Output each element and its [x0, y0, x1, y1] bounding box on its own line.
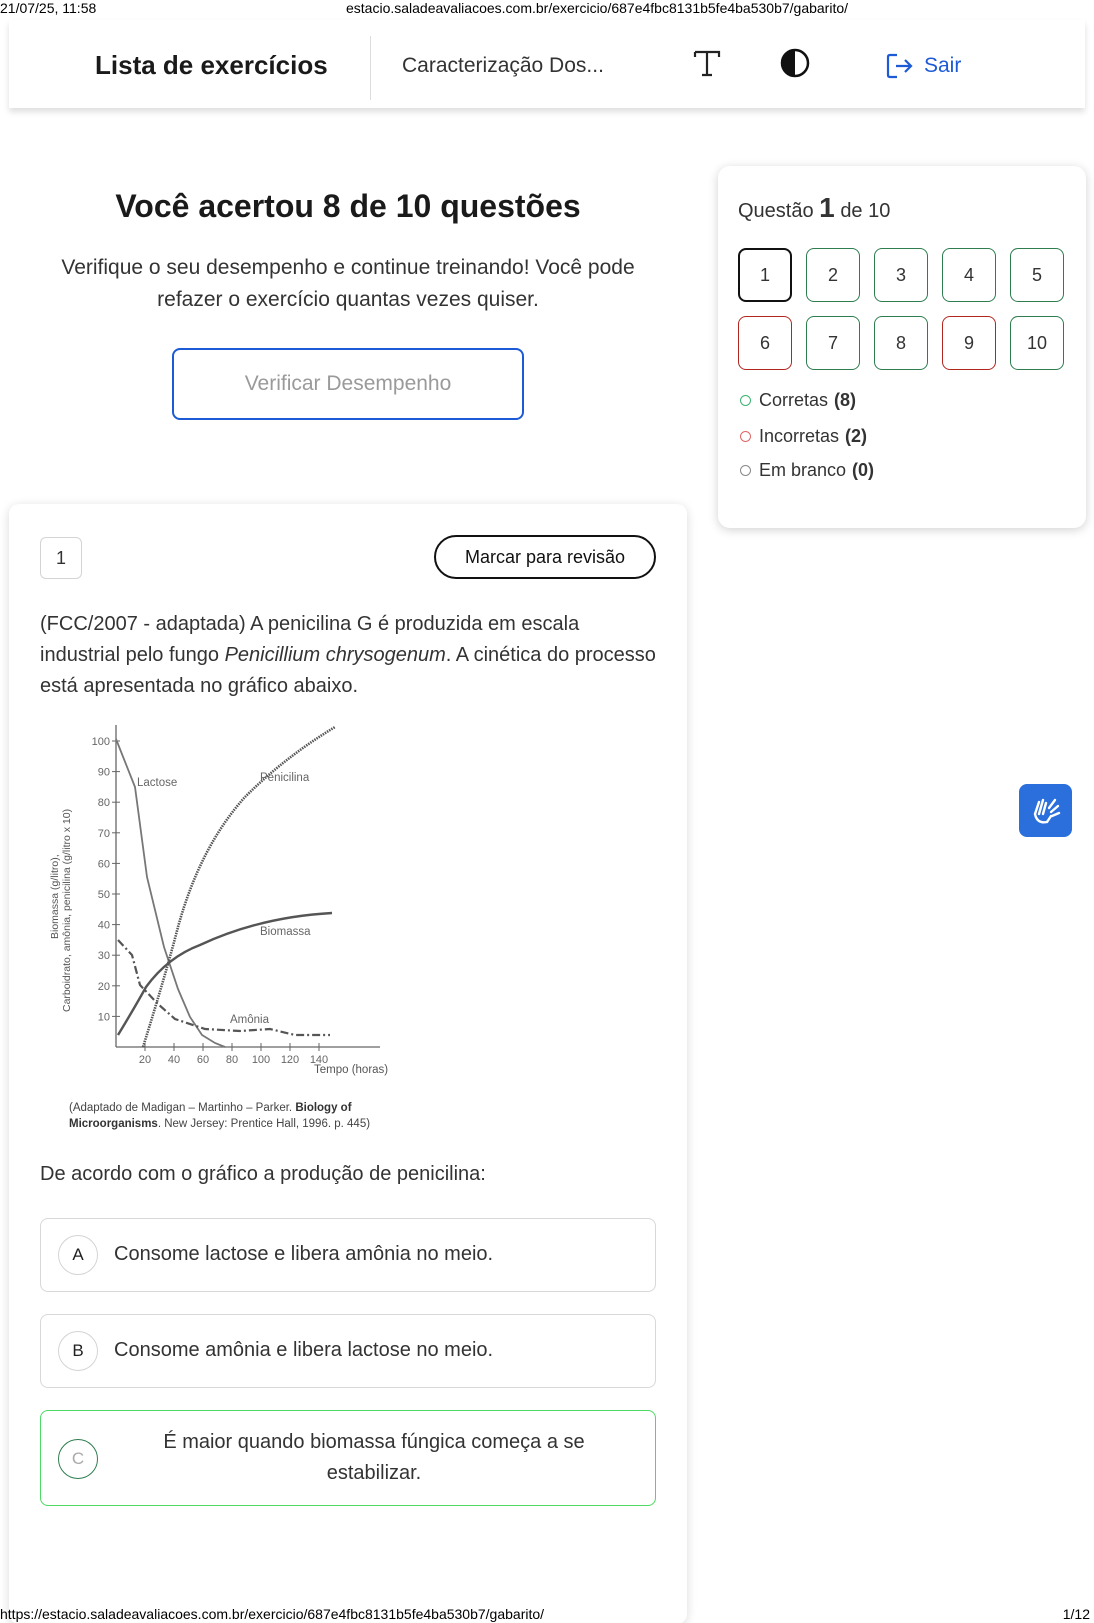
legend-correct	[740, 390, 1060, 411]
y-axis-label: Carboidrato, amônia, penicilina (g/litro x 10)	[61, 808, 73, 1012]
question-navigator	[718, 166, 1086, 528]
font-size-icon[interactable]	[692, 48, 722, 78]
question-grid	[738, 248, 1072, 370]
y-tick-label: 50	[97, 889, 110, 901]
kinetics-figure	[40, 717, 410, 1157]
option-a[interactable]	[40, 1218, 656, 1292]
x-tick-label: 100	[251, 1054, 271, 1066]
x-tick-label: 20	[138, 1054, 152, 1066]
ammonia-label: Amônia	[230, 1014, 269, 1026]
print-header	[0, 0, 1094, 16]
legend-incorrect	[740, 426, 1060, 447]
counter-prefix: Questão	[738, 200, 814, 222]
print-datetime: 21/07/25, 11:58	[0, 0, 97, 16]
x-tick-label: 120	[280, 1054, 300, 1066]
source-book: Biology of Microorganisms	[69, 1102, 352, 1130]
x-tick-label: 80	[225, 1054, 239, 1066]
option-text: Consome lactose e libera amônia no meio.	[114, 1243, 494, 1265]
legend-label: Em branco	[759, 460, 847, 480]
question-nav-6[interactable]: 6	[738, 316, 792, 370]
penicillin-label: Penicilina	[260, 772, 310, 784]
legend-label: Corretas	[759, 390, 829, 410]
question-number-badge: 1	[40, 537, 82, 579]
verify-performance-button[interactable]: Verificar Desempenho	[172, 348, 524, 420]
hands-icon	[1029, 794, 1063, 828]
legend-count: (0)	[852, 460, 875, 480]
x-tick-label: 140	[309, 1054, 329, 1066]
x-tick-label: 40	[167, 1054, 181, 1066]
correct-dot-icon	[740, 395, 751, 406]
mark-for-review-button[interactable]: Marcar para revisão	[434, 535, 656, 579]
source-text-end: . New Jersey: Prentice Hall, 1996. p. 445)	[157, 1118, 371, 1130]
legend-blank	[740, 460, 1060, 481]
lactose-label: Lactose	[137, 777, 178, 789]
stem-text: (FCC/2007 - adaptada) A penicilina G é produzida em escala industrial pelo fungo	[40, 613, 580, 666]
question-nav-5[interactable]: 5	[1010, 248, 1064, 302]
question-stem	[40, 609, 656, 702]
blank-dot-icon	[740, 465, 751, 476]
contrast-icon[interactable]	[779, 47, 811, 79]
y-tick-label: 100	[91, 736, 110, 748]
biomass-label: Biomassa	[260, 926, 311, 938]
y-tick-label: 10	[97, 1011, 110, 1024]
y-tick-label: 80	[97, 797, 110, 810]
logout-icon	[886, 53, 914, 79]
question-nav-2[interactable]: 2	[806, 248, 860, 302]
page-title: Lista de exercícios	[95, 50, 328, 80]
incorrect-dot-icon	[740, 431, 751, 442]
question-counter	[738, 192, 890, 224]
stem-text-end: . A cinética do processo está apresentada no gráfico abaixo.	[40, 644, 656, 697]
counter-suffix: de 10	[840, 200, 891, 222]
question-prompt: De acordo com o gráfico a produção de penicilina:	[40, 1163, 486, 1185]
question-nav-1[interactable]: 1	[738, 248, 792, 302]
logout-label: Sair	[924, 54, 962, 77]
question-nav-3[interactable]: 3	[874, 248, 928, 302]
y-tick-label: 40	[97, 919, 110, 932]
y-axis-label-2: Biomassa (g/litro),	[49, 854, 61, 939]
option-text: Consome amônia e libera lactose no meio.	[114, 1339, 494, 1361]
x-axis-label: Tempo (horas)	[314, 1064, 389, 1076]
option-b[interactable]	[40, 1314, 656, 1388]
subject-title: Caracterização Dos...	[402, 54, 604, 77]
source-text: (Adaptado de Madigan – Martinho – Parker.	[69, 1102, 296, 1114]
x-tick-label: 60	[196, 1054, 210, 1066]
y-tick-label: 20	[97, 980, 110, 993]
figure-source	[69, 1100, 399, 1132]
y-tick-label: 60	[97, 858, 110, 871]
score-title: Você acertou 8 de 10 questões	[115, 188, 581, 224]
score-text: Verifique o seu desempenho e continue treinando! Você pode refazer o exercício quantas vezes quiser.	[61, 256, 635, 311]
header-divider	[370, 36, 371, 100]
y-tick-label: 30	[97, 950, 110, 963]
sign-language-button[interactable]	[1019, 784, 1072, 837]
ammonia-curve	[118, 940, 330, 1035]
option-text: É maior quando biomassa fúngica começa a se estabilizar.	[163, 1431, 585, 1484]
logout-button[interactable]	[886, 51, 961, 81]
option-letter: B	[58, 1331, 98, 1371]
print-page-number: 1/12	[1062, 1606, 1090, 1622]
question-card	[9, 504, 687, 1623]
legend-count: (8)	[834, 390, 857, 410]
question-nav-10[interactable]: 10	[1010, 316, 1064, 370]
option-letter: A	[58, 1235, 98, 1275]
kinetics-graph	[40, 717, 410, 1097]
question-nav-8[interactable]: 8	[874, 316, 928, 370]
legend-count: (2)	[845, 426, 868, 446]
print-header-url: estacio.saladeavaliacoes.com.br/exercicio/687e4fbc8131b5fe4ba530b7/gabarito/	[346, 0, 849, 16]
y-tick-label: 70	[97, 827, 110, 840]
question-nav-9[interactable]: 9	[942, 316, 996, 370]
option-c[interactable]	[40, 1410, 656, 1506]
option-letter: C	[58, 1439, 98, 1479]
question-nav-4[interactable]: 4	[942, 248, 996, 302]
counter-current: 1	[819, 192, 835, 223]
y-tick-label: 90	[97, 766, 110, 779]
legend-label: Incorretas	[759, 426, 840, 446]
print-footer-url: https://estacio.saladeavaliacoes.com.br/exercicio/687e4fbc8131b5fe4ba530b7/gabarito/	[0, 1606, 545, 1622]
question-nav-7[interactable]: 7	[806, 316, 860, 370]
stem-species: Penicillium chrysogenum	[224, 644, 446, 666]
top-bar	[9, 20, 1085, 108]
